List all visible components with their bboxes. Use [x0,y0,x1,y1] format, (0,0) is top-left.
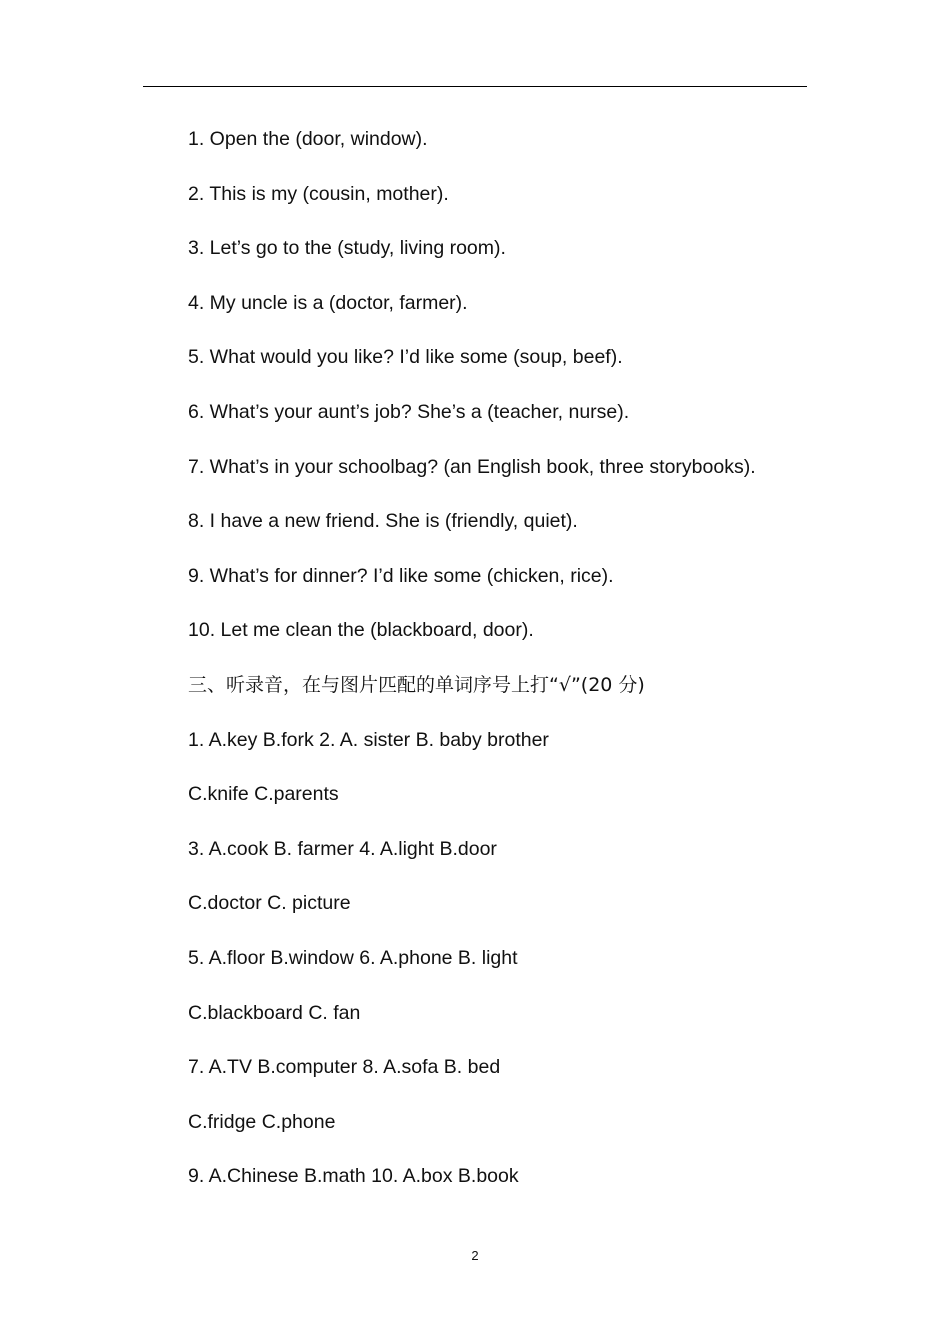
header-rule [143,86,807,87]
option-line-4: C.doctor C. picture [188,892,351,915]
option-line-3: 3. A.cook B. farmer 4. A.light B.door [188,837,497,860]
section-heading: 三、听录音，在与图片匹配的单词序号上打“√”(20 分) [188,673,645,696]
option-line-9: 9. A.Chinese B.math 10. A.box B.book [188,1165,519,1188]
line-8: 8. I have a new friend. She is (friendly, quiet). [188,510,578,533]
line-1: 1. Open the (door, window). [188,128,428,150]
line-3: 3. Let’s go to the (study, living room). [188,237,506,260]
line-2: 2. This is my (cousin, mother). [188,182,449,205]
option-line-5: 5. A.floor B.window 6. A.phone B. light [188,946,518,969]
option-line-7: 7. A.TV B.computer 8. A.sofa B. bed [188,1056,501,1079]
option-line-2: C.knife C.parents [188,783,339,806]
line-9: 9. What’s for dinner? I’d like some (chicken, rice). [188,564,614,587]
option-line-6: C.blackboard C. fan [188,1001,361,1024]
option-line-1: 1. A.key B.fork 2. A. sister B. baby brother [188,728,549,751]
line-10: 10. Let me clean the (blackboard, door). [188,619,534,642]
line-7: 7. What’s in your schoolbag? (an English book, three storybooks). [188,455,756,478]
page-number: 2 [471,1248,479,1263]
line-6: 6. What’s your aunt’s job? She’s a (teacher, nurse). [188,400,630,423]
exercise-lines [188,125,828,1217]
option-line-8: C.fridge C.phone [188,1110,336,1133]
line-4: 4. My uncle is a (doctor, farmer). [188,291,468,314]
line-5: 5. What would you like? I’d like some (soup, beef). [188,346,623,369]
